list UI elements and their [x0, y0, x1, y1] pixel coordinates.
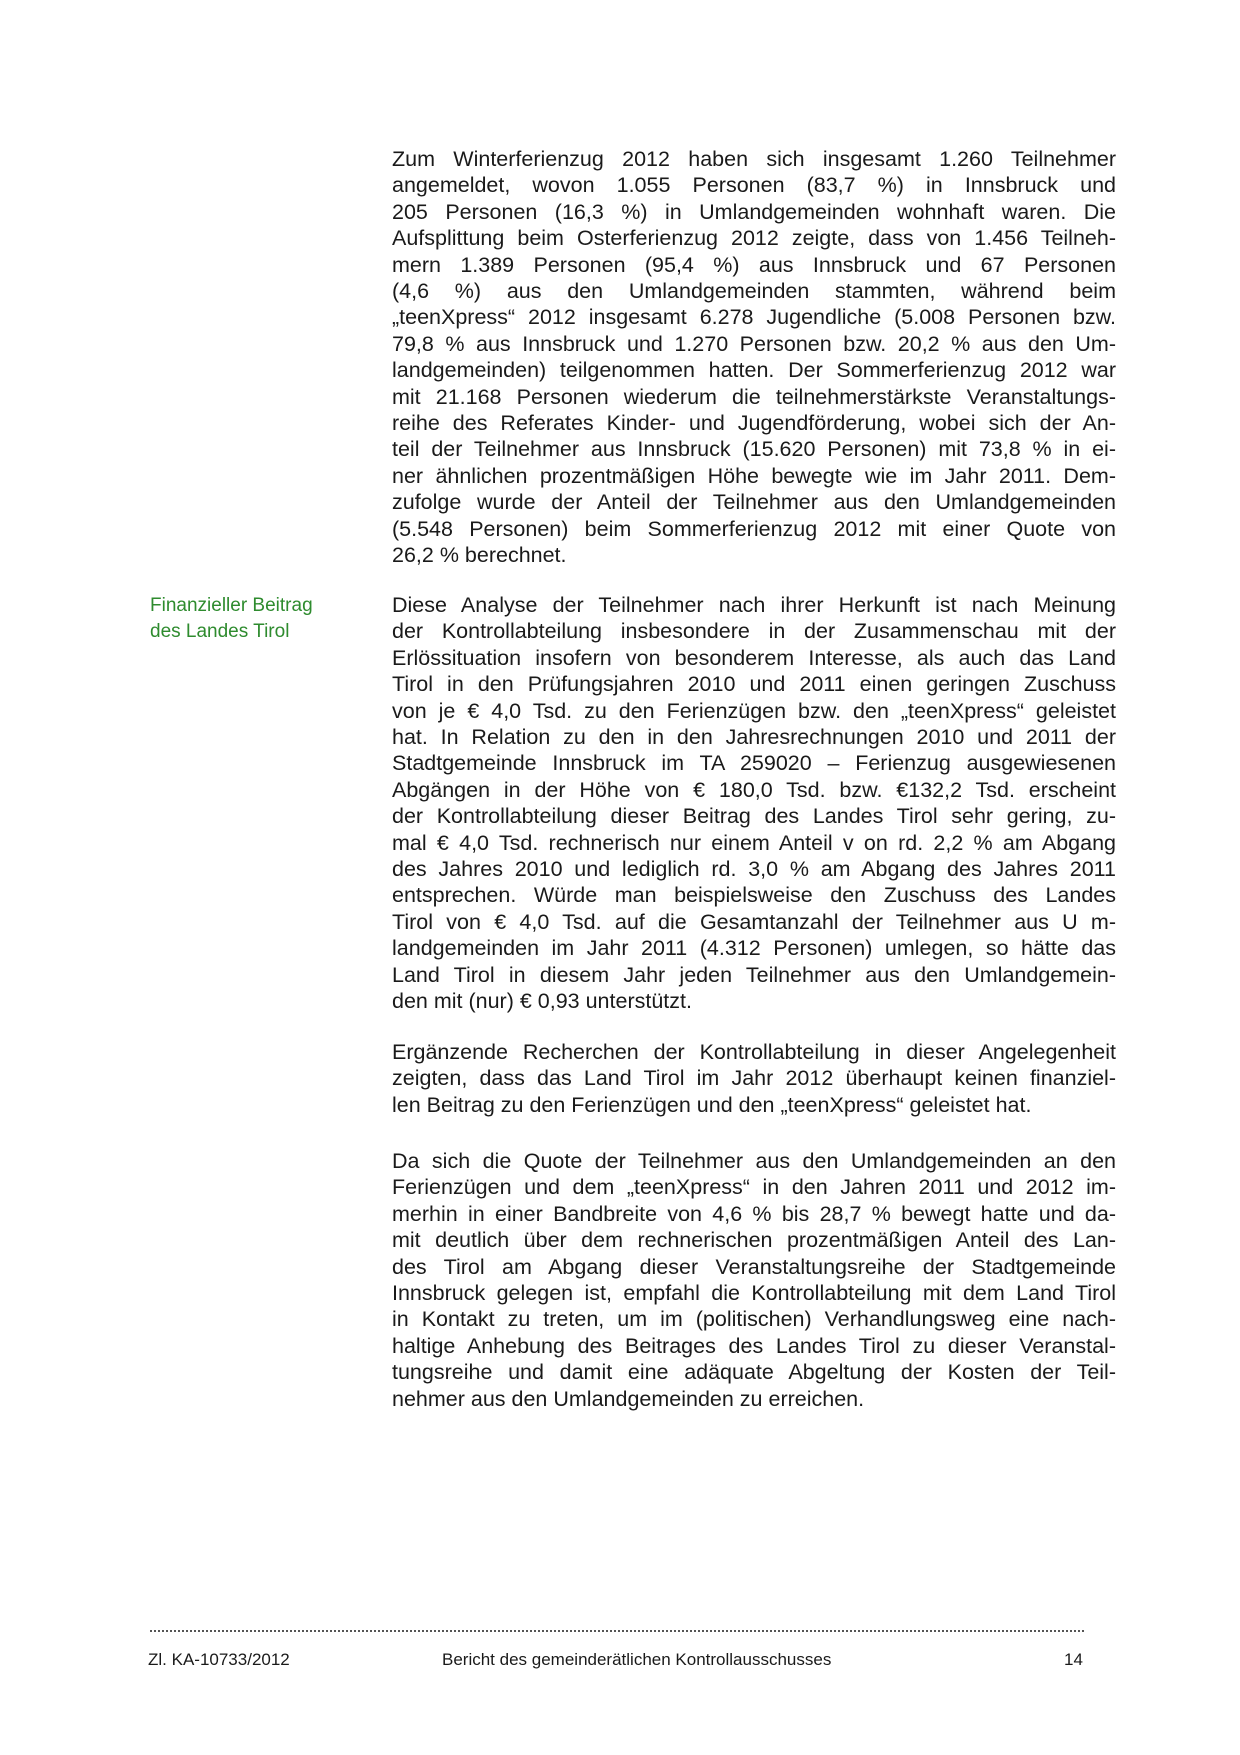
text-line: des Jahres 2010 und lediglich rd. 3,0 % am Abgang des Jahres 2011 [392, 857, 1116, 882]
margin-note-line: des Landes Tirol [150, 621, 290, 642]
paragraph-4 [392, 1148, 1116, 1412]
text-line: zufolge wurde der Anteil der Teilnehmer aus den Umlandgemeinden [392, 490, 1116, 515]
text-line: tungsreihe und damit eine adäquate Abgeltung der Kosten der Teil- [392, 1360, 1116, 1385]
text-line: angemeldet, wovon 1.055 Personen (83,7 %) in Innsbruck und [392, 173, 1116, 198]
text-line: von je € 4,0 Tsd. zu den Ferienzügen bzw. den „teenXpress“ geleistet [392, 698, 1116, 723]
text-line: len Beitrag zu den Ferienzügen und den „teenXpress“ geleistet hat. [392, 1092, 1032, 1117]
text-line: haltige Anhebung des Beitrages des Landes Tirol zu dieser Veranstal- [392, 1333, 1116, 1358]
text-line: Land Tirol in diesem Jahr jeden Teilnehmer aus den Umlandgemein- [392, 962, 1116, 987]
text-line: in Kontakt zu treten, um im (politischen) Verhandlungsweg eine nach- [392, 1307, 1116, 1332]
text-line: Innsbruck gelegen ist, empfahl die Kontrollabteilung mit dem Land Tirol [392, 1281, 1116, 1306]
text-line: der Kontrollabteilung dieser Beitrag des Landes Tirol sehr gering, zu- [392, 804, 1116, 829]
text-line: Da sich die Quote der Teilnehmer aus den Umlandgemeinden an den [392, 1149, 1116, 1173]
text-line: nehmer aus den Umlandgemeinden zu erreichen. [392, 1386, 865, 1411]
footer-reference: Zl. KA-10733/2012 [148, 1650, 290, 1669]
text-line: Zum Winterferienzug 2012 haben sich insgesamt 1.260 Teilnehmer [392, 147, 1116, 171]
paragraph-1 [392, 146, 1116, 569]
text-line: 205 Personen (16,3 %) in Umlandgemeinden wohnhaft waren. Die [392, 199, 1116, 224]
text-line: mit 21.168 Personen wiederum die teilnehmerstärkste Veranstaltungs- [392, 384, 1116, 409]
text-line: ner ähnlichen prozentmäßigen Höhe bewegte wie im Jahr 2011. Dem- [392, 463, 1116, 488]
text-line: mit deutlich über dem rechnerischen prozentmäßigen Anteil des Lan- [392, 1228, 1116, 1253]
paragraph-2 [392, 592, 1116, 1015]
text-line: der Kontrollabteilung insbesondere in der Zusammenschau mit der [392, 619, 1116, 644]
text-line: Diese Analyse der Teilnehmer nach ihrer Herkunft ist nach Meinung [392, 593, 1116, 617]
margin-note-line: Finanzieller Beitrag [150, 595, 313, 616]
text-line: reihe des Referates Kinder- und Jugendförderung, wobei sich der An- [392, 411, 1116, 436]
text-line: (4,6 %) aus den Umlandgemeinden stammten, während beim [392, 279, 1116, 304]
text-line: zeigten, dass das Land Tirol im Jahr 2012 überhaupt keinen finanziel- [392, 1066, 1116, 1091]
footer-divider [150, 1630, 1084, 1632]
text-line: Ergänzende Recherchen der Kontrollabteilung in dieser Angelegenheit [392, 1040, 1116, 1064]
text-line: „teenXpress“ 2012 insgesamt 6.278 Jugendliche (5.008 Personen bzw. [392, 305, 1116, 330]
text-line: Abgängen in der Höhe von € 180,0 Tsd. bzw. €132,2 Tsd. erscheint [392, 777, 1116, 802]
footer-title: Bericht des gemeinderätlichen Kontrollausschusses [442, 1650, 832, 1669]
page-number: 14 [1064, 1650, 1083, 1669]
text-line: 79,8 % aus Innsbruck und 1.270 Personen bzw. 20,2 % aus den Um- [392, 331, 1116, 356]
text-line: den mit (nur) € 0,93 unterstützt. [392, 989, 692, 1014]
text-line: (5.548 Personen) beim Sommerferienzug 2012 mit einer Quote von [392, 516, 1116, 541]
text-line: Erlössituation insofern von besonderem Interesse, als auch das Land [392, 645, 1116, 670]
margin-note [150, 593, 350, 645]
text-line: Aufsplittung beim Osterferienzug 2012 zeigte, dass von 1.456 Teilneh- [392, 226, 1116, 251]
text-line: entsprechen. Würde man beispielsweise den Zuschuss des Landes [392, 883, 1116, 908]
text-line: merhin in einer Bandbreite von 4,6 % bis 28,7 % bewegt hatte und da- [392, 1201, 1116, 1226]
text-line: des Tirol am Abgang dieser Veranstaltungsreihe der Stadtgemeinde [392, 1254, 1116, 1279]
text-line: mal € 4,0 Tsd. rechnerisch nur einem Anteil v on rd. 2,2 % am Abgang [392, 830, 1116, 855]
text-line: Tirol in den Prüfungsjahren 2010 und 2011 einen geringen Zuschuss [392, 672, 1116, 697]
paragraph-3 [392, 1039, 1116, 1118]
text-line: Stadtgemeinde Innsbruck im TA 259020 – Ferienzug ausgewiesenen [392, 751, 1116, 776]
text-line: hat. In Relation zu den in den Jahresrechnungen 2010 und 2011 der [392, 725, 1116, 750]
text-line: landgemeinden) teilgenommen hatten. Der Sommerferienzug 2012 war [392, 358, 1116, 383]
text-line: 26,2 % berechnet. [392, 543, 567, 568]
text-line: Ferienzügen und dem „teenXpress“ in den Jahren 2011 und 2012 im- [392, 1175, 1116, 1200]
text-line: landgemeinden im Jahr 2011 (4.312 Personen) umlegen, so hätte das [392, 936, 1116, 961]
text-line: teil der Teilnehmer aus Innsbruck (15.620 Personen) mit 73,8 % in ei- [392, 437, 1116, 462]
text-line: Tirol von € 4,0 Tsd. auf die Gesamtanzahl der Teilnehmer aus U m- [392, 909, 1116, 934]
text-line: mern 1.389 Personen (95,4 %) aus Innsbruck und 67 Personen [392, 252, 1116, 277]
